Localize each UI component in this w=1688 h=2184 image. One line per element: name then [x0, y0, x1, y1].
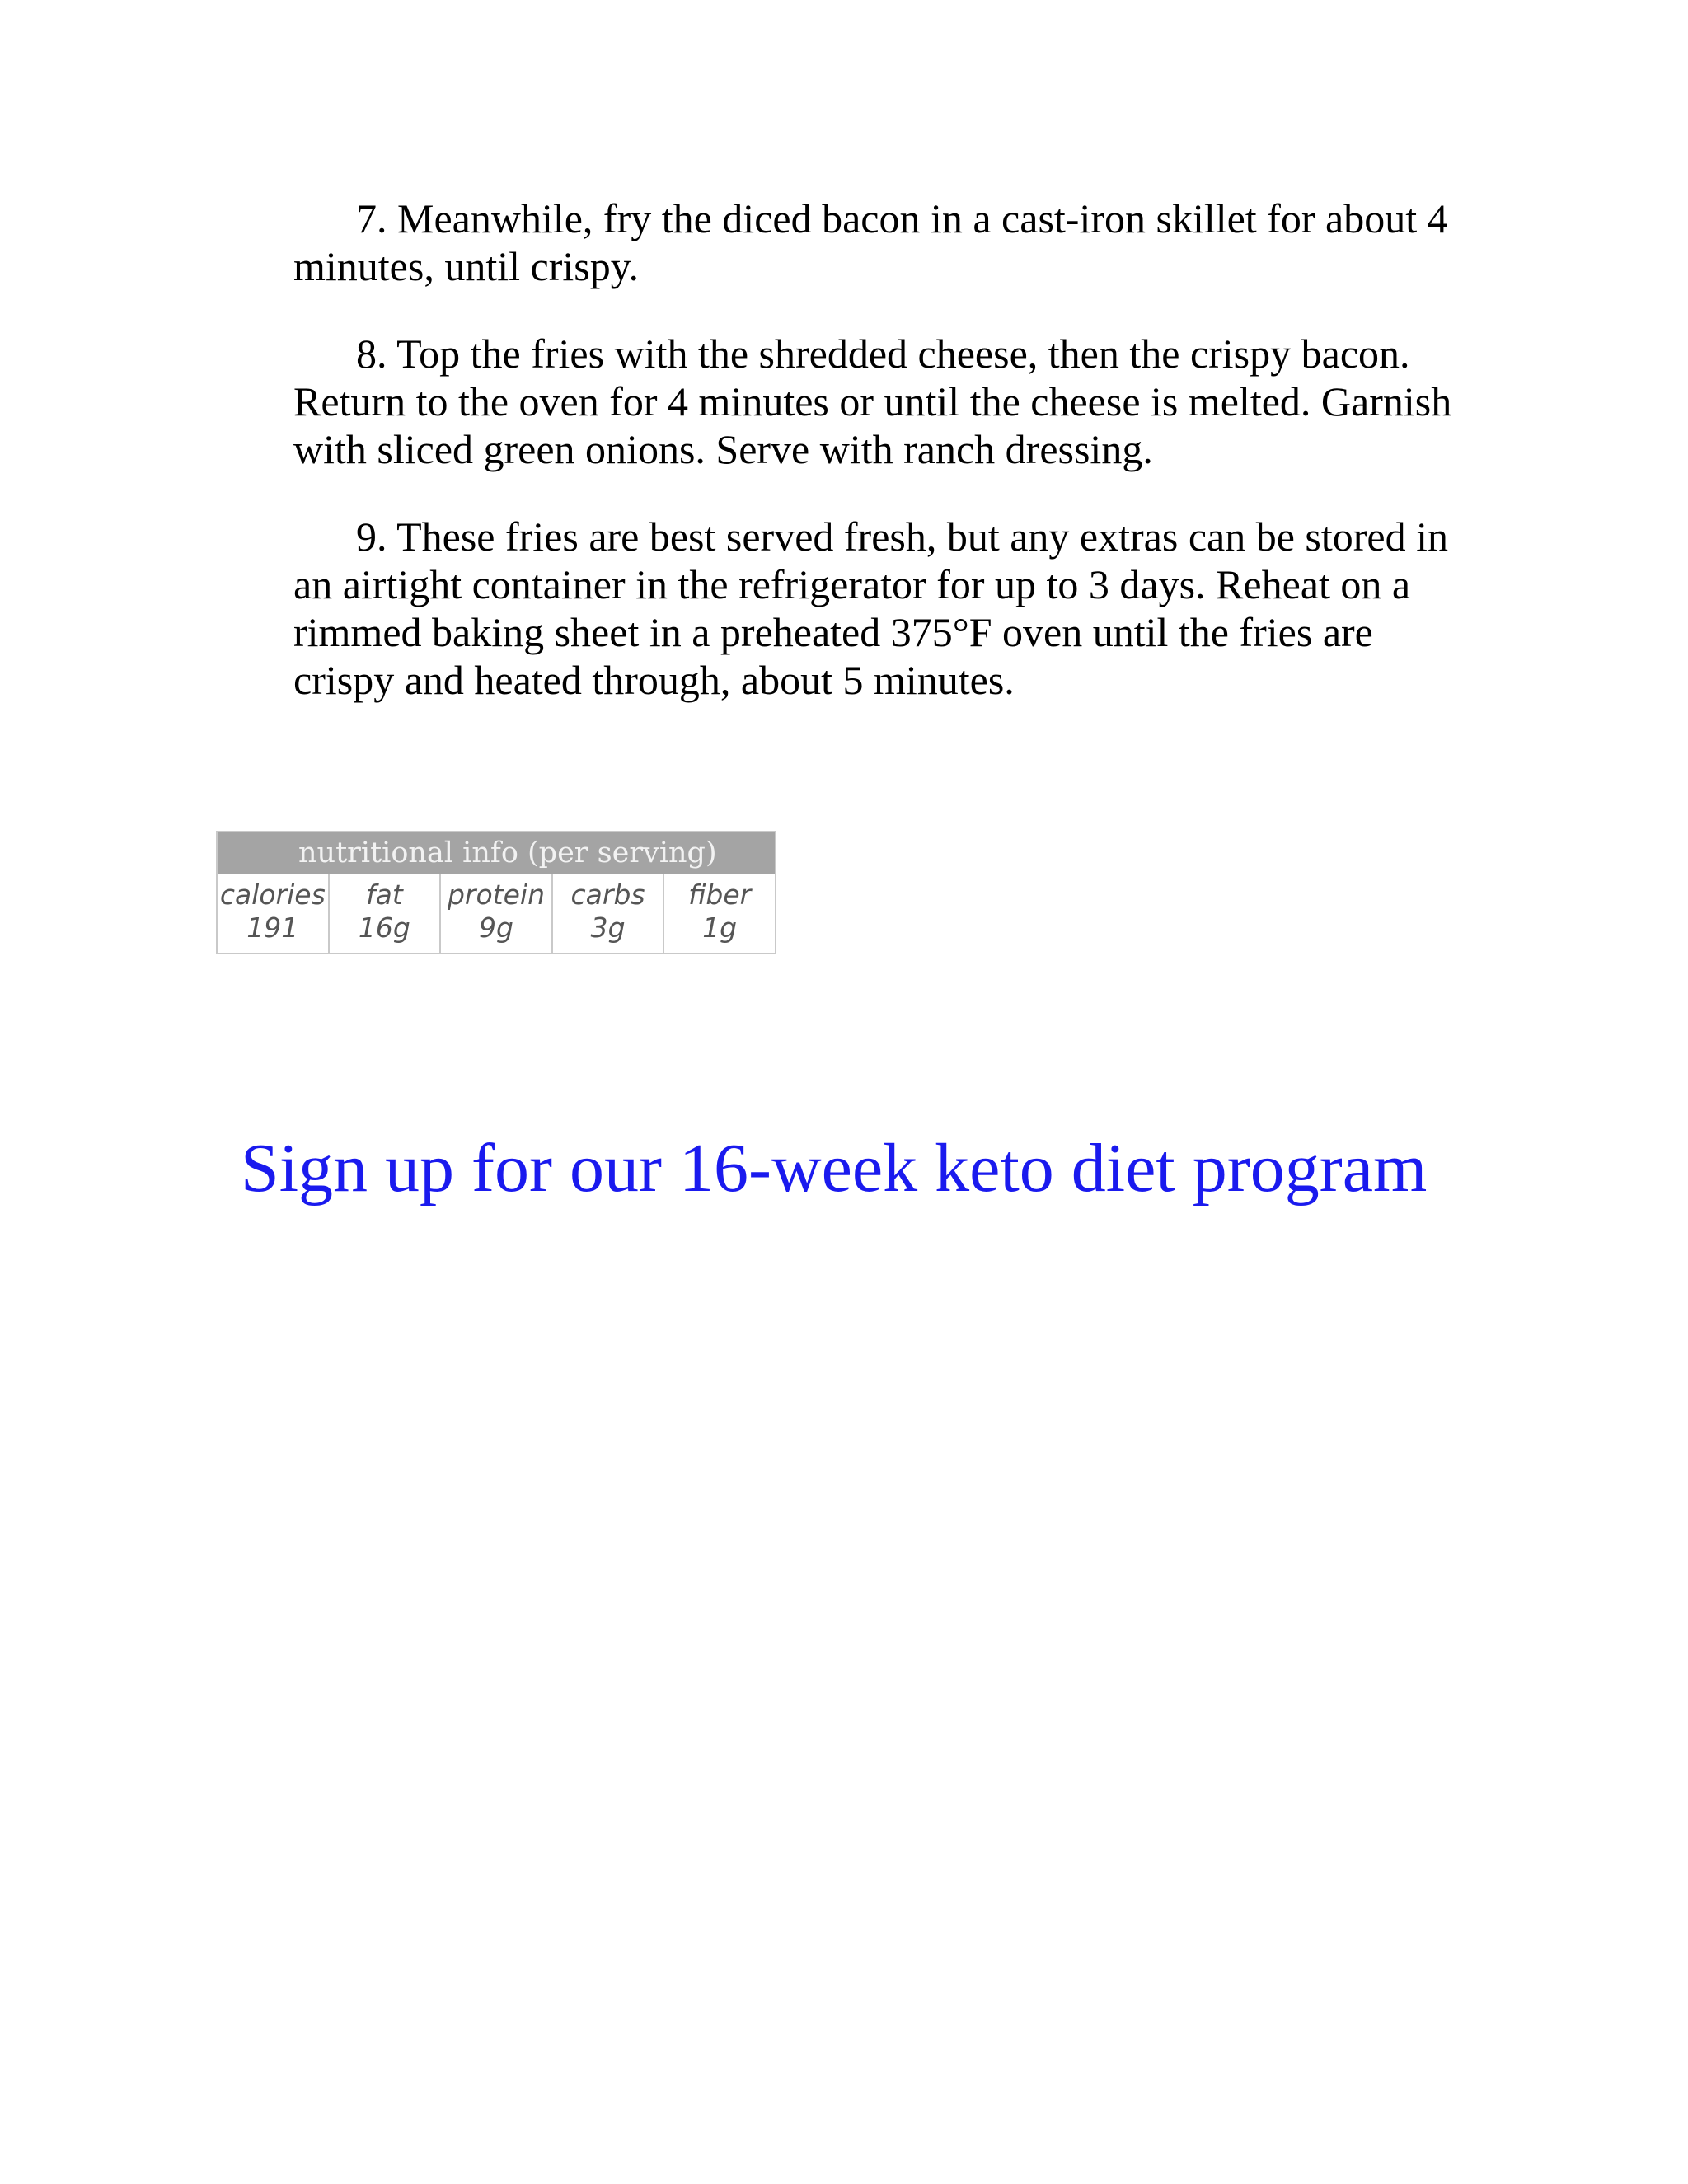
nutrient-fat — [330, 874, 442, 953]
nutrient-value: 3g — [590, 912, 626, 944]
nutrient-carbs — [553, 874, 665, 953]
step-9: 9. These fries are best served fresh, but any extras can be stored in an airtight container in the refrigerator for up to 3 days. Reheat on a rimmed baking sheet in a preheated 375°F oven until the fries are crispy and heated through, about 5 minutes. — [293, 513, 1448, 703]
nutrient-label: fiber — [688, 879, 752, 911]
nutrient-value: 1g — [702, 912, 738, 944]
nutrient-value: 9g — [479, 912, 513, 944]
nutrient-calories — [218, 874, 330, 953]
recipe-steps — [293, 194, 1464, 743]
nutrient-value: 191 — [246, 912, 299, 944]
nutrition-info-title: nutritional info (per serving) — [218, 832, 775, 874]
step-8: 8. Top the fries with the shredded cheese, then the crispy bacon. Return to the oven for 4 minutes or until the cheese is melted. Garnish with sliced green onions. Serve with ranch dressing. — [293, 330, 1452, 472]
nutrient-fiber — [664, 874, 775, 953]
nutrient-value: 16g — [358, 912, 410, 944]
nutrition-info-table — [216, 831, 776, 954]
nutrient-label: protein — [447, 879, 545, 911]
nutrient-label: carbs — [570, 879, 645, 911]
nutrient-protein — [441, 874, 553, 953]
nutrition-info-row — [218, 874, 775, 953]
keto-program-signup-link[interactable]: Sign up for our 16-week keto diet program — [241, 1130, 1428, 1207]
nutrient-label: calories — [219, 879, 326, 911]
nutrient-label: fat — [366, 879, 403, 911]
step-7: 7. Meanwhile, fry the diced bacon in a cast-iron skillet for about 4 minutes, until crispy. — [293, 195, 1448, 289]
